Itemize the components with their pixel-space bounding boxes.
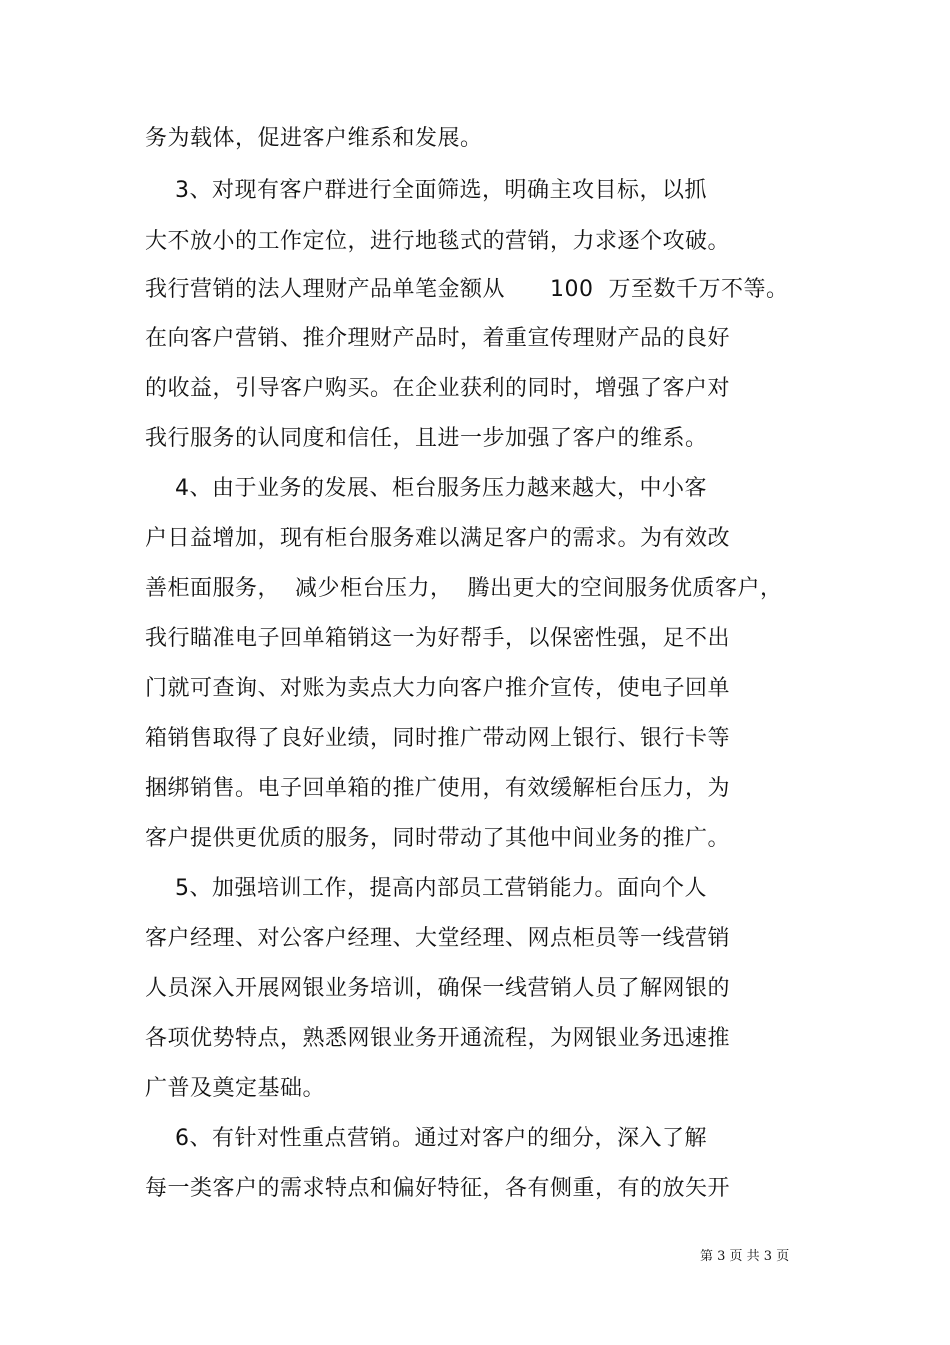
body-text-line: 我行服务的认同度和信任，且进一步加强了客户的维系。: [145, 426, 708, 451]
body-text-line: 捆绑销售。电子回单箱的推广使用，有效缓解柜台压力，为: [145, 776, 731, 801]
body-text-line: 我行瞄准电子回单箱销这一为好帮手，以保密性强，足不出: [145, 626, 731, 651]
body-text-line: 5、加强培训工作，提高内部员工营销能力。面向个人: [145, 876, 707, 901]
body-text-line: 3、对现有客户群进行全面筛选，明确主攻目标，以抓: [145, 178, 707, 203]
body-text-line: 人员深入开展网银业务培训，确保一线营销人员了解网银的: [145, 976, 731, 1001]
body-text-line: 广普及奠定基础。: [145, 1076, 326, 1101]
body-text-line: 我行营销的法人理财产品单笔金额从 100 万至数千万不等。: [145, 277, 789, 302]
body-text-line: 客户经理、对公客户经理、大堂经理、网点柜员等一线营销: [145, 926, 731, 951]
body-text-line: 务为载体，促进客户维系和发展。: [145, 126, 483, 151]
body-text-line: 在向客户营销、推介理财产品时，着重宣传理财产品的良好: [145, 326, 731, 351]
body-text-line: 善柜面服务， 减少柜台压力， 腾出更大的空间服务优质客户，: [145, 576, 783, 601]
body-text-line: 6、有针对性重点营销。通过对客户的细分，深入了解: [145, 1126, 707, 1151]
body-text-line: 箱销售取得了良好业绩，同时推广带动网上银行、银行卡等: [145, 726, 731, 751]
page-number-footer: 第 3 页 共 3 页: [700, 1249, 790, 1264]
body-text-line: 客户提供更优质的服务，同时带动了其他中间业务的推广。: [145, 826, 731, 851]
body-text-line: 各项优势特点，熟悉网银业务开通流程，为网银业务迅速推: [145, 1026, 731, 1051]
body-text-line: 4、由于业务的发展、柜台服务压力越来越大，中小客: [145, 476, 707, 501]
body-text-line: 门就可查询、对账为卖点大力向客户推介宣传，使电子回单: [145, 676, 731, 701]
body-text-line: 户日益增加，现有柜台服务难以满足客户的需求。为有效改: [145, 526, 731, 551]
body-text-line: 大不放小的工作定位，进行地毯式的营销，力求逐个攻破。: [145, 229, 731, 254]
body-text-line: 每一类客户的需求特点和偏好特征，各有侧重，有的放矢开: [145, 1176, 731, 1201]
body-text-line: 的收益，引导客户购买。在企业获利的同时，增强了客户对: [145, 376, 731, 401]
